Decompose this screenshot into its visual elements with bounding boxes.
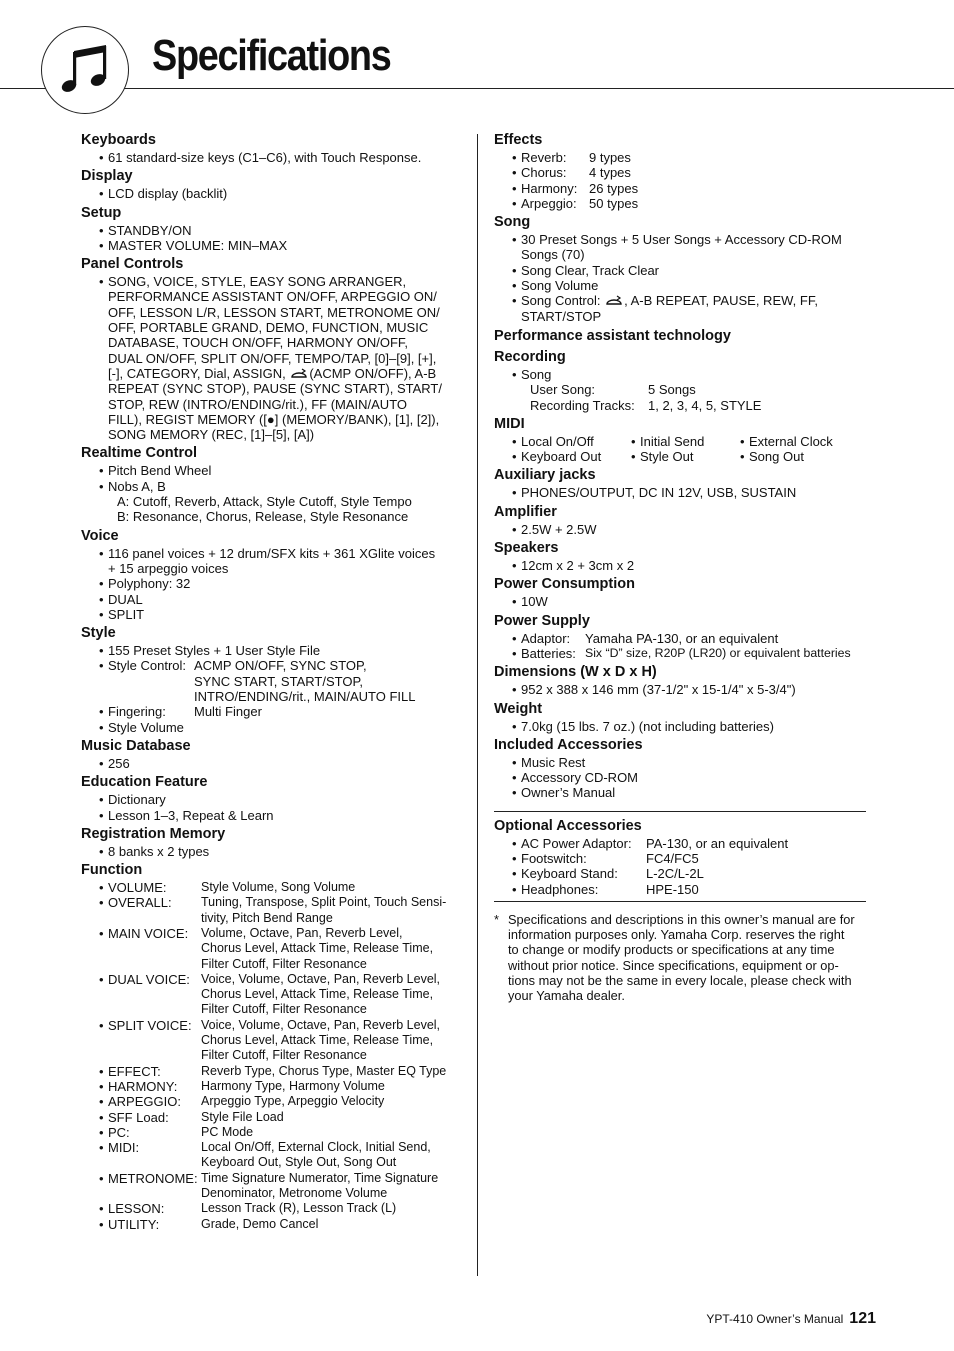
function-value (201, 1018, 461, 1064)
function-key: • MAIN VOICE: (108, 925, 189, 941)
list-item (81, 704, 461, 719)
function-value-line: Harmony Type, Harmony Volume (201, 1078, 385, 1093)
music-note-icon (58, 43, 112, 97)
function-value-line: Chorus Level, Attack Time, Release Time, (201, 1033, 434, 1048)
list-item: • 61 standard-size keys (C1–C6), with Touch Response. (81, 150, 461, 165)
heading-weight: Weight (494, 700, 543, 717)
list-item: • Nobs A, B (81, 479, 461, 494)
midi-row (494, 434, 874, 449)
list-item-cont: FILL), REGIST MEMORY ([●] (MEMORY/BANK), [1], [2]), (108, 411, 440, 427)
list-item (494, 196, 874, 211)
function-list (81, 880, 461, 1232)
function-value-line: Style File Load (201, 1109, 284, 1124)
function-row (81, 1064, 461, 1079)
music-note-logo (41, 26, 129, 114)
list-item: • DUAL (81, 592, 461, 607)
item-key: • Footswitch: (521, 851, 587, 867)
function-value-line: Tuning, Transpose, Split Point, Touch Sensi- (201, 895, 447, 910)
list-item-cont: OFF, PORTABLE GRAND, DEMO, FUNCTION, MUSIC (108, 320, 429, 336)
function-value-line: Reverb Type, Chorus Type, Master EQ Type (201, 1063, 447, 1078)
function-value-line: Voice, Volume, Octave, Pan, Reverb Level, (201, 1017, 441, 1032)
item-key: • Harmony: (521, 180, 578, 196)
heading-function: Function (81, 862, 143, 879)
section-divider (494, 901, 866, 902)
function-value-line: Filter Cutoff, Filter Resonance (201, 1002, 367, 1017)
list-item: • Style Volume (81, 720, 461, 735)
list-item: • Initial Send (631, 434, 740, 449)
right-column (494, 132, 874, 1003)
list-item: • Lesson 1–3, Repeat & Learn (81, 808, 461, 823)
list-item: • 12cm x 2 + 3cm x 2 (494, 558, 874, 573)
heading-song: Song (494, 214, 531, 231)
heading-amplifier: Amplifier (494, 503, 557, 520)
function-value-line: PC Mode (201, 1124, 254, 1139)
function-value (201, 895, 461, 926)
list-item-cont: REPEAT (SYNC STOP), PAUSE (SYNC START), START/ (108, 381, 442, 397)
item-value: 9 types (589, 150, 631, 165)
function-row (81, 1140, 461, 1171)
item-value: ACMP ON/OFF, SYNC STOP, (194, 658, 367, 674)
function-key: • METRONOME: (108, 1170, 198, 1186)
list-item-cont: START/STOP (521, 308, 602, 324)
item-key: • Reverb: (521, 150, 567, 165)
function-key: • ARPEGGIO: (108, 1094, 181, 1110)
list-item: • 8 banks x 2 types (81, 844, 461, 859)
heading-style: Style (81, 625, 116, 642)
list-item: • 256 (81, 756, 461, 771)
function-value (201, 1217, 461, 1232)
sub-item: A: Cutoff, Reverb, Attack, Style Cutoff, Style Tempo (117, 494, 412, 510)
function-value-line: Chorus Level, Attack Time, Release Time, (201, 941, 434, 956)
list-item: • MASTER VOLUME: MIN–MAX (81, 238, 461, 253)
list-item: • Polyphony: 32 (81, 576, 461, 591)
function-value-line: Volume, Octave, Pan, Reverb Level, (201, 925, 403, 940)
list-item-cont: STOP, REW (INTRO/ENDING/rit.), FF (MAIN/AUTO (108, 396, 408, 412)
item-key: • Chorus: (521, 165, 567, 181)
function-value (201, 1079, 461, 1094)
function-row (81, 1125, 461, 1140)
function-value-line: tivity, Pitch Bend Range (201, 910, 333, 925)
function-key: • VOLUME: (108, 880, 167, 896)
function-value (201, 1064, 461, 1079)
list-item-text: [-], CATEGORY, Dial, ASSIGN, (108, 365, 290, 381)
function-row (81, 1094, 461, 1109)
list-item: • Keyboard Out (512, 449, 631, 464)
manual-name: YPT-410 Owner’s Manual (706, 1312, 844, 1326)
heading-music-database: Music Database (81, 737, 191, 754)
column-divider (477, 134, 478, 1276)
list-item: • 30 Preset Songs + 5 User Songs + Accessory CD-ROM (494, 232, 874, 247)
function-row (81, 972, 461, 1018)
sub-item: B: Resonance, Chorus, Release, Style Resonance (117, 509, 409, 525)
midi-row (494, 449, 874, 464)
list-item: • External Clock (740, 434, 859, 449)
accompaniment-loop-icon (289, 368, 309, 379)
function-value (201, 1110, 461, 1125)
function-value-line: Lesson Track (R), Lesson Track (L) (201, 1201, 397, 1216)
heading-realtime-control: Realtime Control (81, 445, 198, 462)
heading-included-accessories: Included Accessories (494, 736, 643, 753)
heading-effects: Effects (494, 132, 543, 148)
function-key: • HARMONY: (108, 1078, 178, 1094)
item-value: HPE-150 (646, 881, 699, 897)
item-key: User Song: (530, 382, 596, 398)
list-item: • STANDBY/ON (81, 223, 461, 238)
function-row (81, 895, 461, 926)
list-item-cont (81, 366, 461, 381)
item-value: 4 types (589, 165, 631, 181)
function-key: • LESSON: (108, 1201, 165, 1217)
list-item-cont: DATABASE, TOUCH ON/OFF, HARMONY ON/OFF, (108, 335, 408, 351)
item-key: • Arpeggio: (521, 195, 577, 211)
item-value: Yamaha PA-130, or an equivalent (585, 630, 779, 646)
function-value-line: Voice, Volume, Octave, Pan, Reverb Level, (201, 971, 441, 986)
item-value: Six “D” size, R20P (LR20) or equivalent batteries (585, 645, 851, 660)
heading-education-feature: Education Feature (81, 774, 208, 791)
list-item: • Dictionary (81, 792, 461, 807)
list-item: • LCD display (backlit) (81, 186, 461, 201)
footnote-line: tions may not be the same in every locale, please check with (508, 972, 852, 988)
heading-registration-memory: Registration Memory (81, 825, 226, 842)
list-item: • Song (494, 367, 874, 382)
list-item: • Song Volume (494, 278, 874, 293)
item-value: 26 types (589, 180, 639, 196)
function-value-line: Local On/Off, External Clock, Initial Send, (201, 1140, 431, 1155)
function-key: • PC: (108, 1124, 130, 1140)
function-value-line: Filter Cutoff, Filter Resonance (201, 1048, 367, 1063)
list-item: • 2.5W + 2.5W (494, 522, 874, 537)
function-key: • OVERALL: (108, 895, 172, 911)
list-item: • PHONES/OUTPUT, DC IN 12V, USB, SUSTAIN (494, 485, 874, 500)
function-row (81, 1018, 461, 1064)
list-item (494, 150, 874, 165)
function-row (81, 926, 461, 972)
heading-auxiliary-jacks: Auxiliary jacks (494, 467, 596, 484)
section-divider (494, 811, 866, 812)
item-key: Recording Tracks: (530, 397, 635, 413)
item-value: Multi Finger (194, 704, 262, 720)
item-key: • Keyboard Stand: (521, 866, 618, 882)
item-value-cont: SYNC START, START/STOP, (194, 673, 364, 689)
item-value: L-2C/L-2L (646, 866, 704, 882)
function-row (81, 1110, 461, 1125)
function-key: • SPLIT VOICE: (108, 1017, 192, 1033)
function-value-line: Grade, Demo Cancel (201, 1216, 319, 1231)
page-footer (706, 1310, 876, 1328)
item-value: PA-130, or an equivalent (646, 835, 789, 851)
function-value-line: Keyboard Out, Style Out, Song Out (201, 1155, 397, 1170)
function-key: • EFFECT: (108, 1063, 161, 1079)
list-item: • Style Out (631, 449, 740, 464)
footnote-line: to change or modify products or specifications at any time (508, 942, 835, 958)
footnote (494, 912, 874, 1003)
list-item: • 155 Preset Styles + 1 User Style File (81, 643, 461, 658)
list-item-cont: DUAL ON/OFF, SPLIT ON/OFF, TEMPO/TAP, [0]–[9], [+], (108, 350, 437, 366)
heading-speakers: Speakers (494, 540, 559, 557)
function-value (201, 1140, 461, 1171)
list-item: • Music Rest (494, 755, 874, 770)
list-item-cont: OFF, LESSON L/R, LESSON START, METRONOME ON/ (108, 304, 440, 320)
list-item: • Song Out (740, 449, 859, 464)
heading-midi: MIDI (494, 415, 525, 432)
function-value-line: Denominator, Metronome Volume (201, 1186, 388, 1201)
function-row (81, 1079, 461, 1094)
function-key: • SFF Load: (108, 1109, 169, 1125)
list-item: • Accessory CD-ROM (494, 770, 874, 785)
footnote-line: your Yamaha dealer. (508, 987, 625, 1003)
heading-power-consumption: Power Consumption (494, 576, 635, 593)
heading-setup: Setup (81, 204, 122, 221)
list-item (494, 165, 874, 180)
list-item: • 952 x 388 x 146 mm (37-1/2" x 15-1/4" x 5-3/4") (494, 682, 874, 697)
list-item: • SONG, VOICE, STYLE, EASY SONG ARRANGER, (81, 274, 461, 289)
function-value (201, 926, 461, 972)
list-item-cont: + 15 arpeggio voices (108, 560, 229, 576)
list-item: • Song Clear, Track Clear (494, 263, 874, 278)
function-row (81, 880, 461, 895)
function-value (201, 972, 461, 1018)
list-item: • SPLIT (81, 607, 461, 622)
heading-keyboards: Keyboards (81, 132, 156, 148)
title-rule (0, 88, 954, 89)
list-item: • Owner’s Manual (494, 785, 874, 800)
function-value (201, 880, 461, 895)
item-value: 50 types (589, 195, 639, 211)
heading-power-supply: Power Supply (494, 612, 590, 629)
function-row (81, 1171, 461, 1202)
item-value: 5 Songs (648, 382, 696, 398)
function-value-line: Style Volume, Song Volume (201, 880, 356, 895)
recording-row (494, 382, 874, 397)
function-key: • DUAL VOICE: (108, 971, 190, 987)
function-value (201, 1201, 461, 1216)
item-key: • Headphones: (521, 881, 599, 897)
function-key: • MIDI: (108, 1140, 140, 1156)
footnote-line: without prior notice. Since specifications, equipment or op- (508, 957, 839, 973)
heading-dimensions: Dimensions (W x D x H) (494, 664, 657, 681)
list-item: • 116 panel voices + 12 drum/SFX kits + 361 XGlite voices (81, 546, 461, 561)
function-value-line: Chorus Level, Attack Time, Release Time, (201, 987, 434, 1002)
function-value (201, 1125, 461, 1140)
list-item (81, 658, 461, 673)
list-item-text: (ACMP ON/OFF), A-B (309, 365, 437, 381)
item-value: FC4/FC5 (646, 851, 699, 867)
list-item-cont: SONG MEMORY (REC, [1]–[5], [A]) (108, 427, 315, 443)
heading-display: Display (81, 168, 133, 185)
function-value (201, 1171, 461, 1202)
item-value-cont: INTRO/ENDING/rit., MAIN/AUTO FILL (194, 689, 416, 705)
heading-optional-accessories: Optional Accessories (494, 817, 642, 834)
heading-voice: Voice (81, 527, 119, 544)
list-item-text: Song Control: (521, 293, 605, 309)
list-item (494, 181, 874, 196)
list-item: • Pitch Bend Wheel (81, 463, 461, 478)
list-item (494, 631, 874, 646)
heading-recording: Recording (494, 348, 566, 365)
item-value: 1, 2, 3, 4, 5, STYLE (648, 397, 762, 413)
list-item (494, 882, 874, 897)
function-row (81, 1217, 461, 1232)
heading-panel-controls: Panel Controls (81, 256, 184, 273)
item-key: • Batteries: (521, 645, 576, 661)
page-number: 121 (849, 1310, 876, 1327)
function-value-line: Arpeggio Type, Arpeggio Velocity (201, 1094, 385, 1109)
list-item (494, 851, 874, 866)
list-item: • 10W (494, 594, 874, 609)
item-key: • AC Power Adaptor: (521, 835, 632, 851)
function-value (201, 1094, 461, 1109)
list-item: • 7.0kg (15 lbs. 7 oz.) (not including batteries) (494, 719, 874, 734)
function-row (81, 1201, 461, 1216)
recording-row (494, 398, 874, 413)
item-key: • Adaptor: (521, 630, 571, 646)
heading-performance-assistant: Performance assistant technology (494, 327, 731, 344)
function-value-line: Filter Cutoff, Filter Resonance (201, 956, 367, 971)
left-column (81, 132, 461, 1234)
footnote-line: * Specifications and descriptions in this owner’s manual are for (508, 911, 855, 927)
list-item (494, 646, 874, 661)
function-value-line: Time Signature Numerator, Time Signature (201, 1170, 439, 1185)
list-item-cont: PERFORMANCE ASSISTANT ON/OFF, ARPEGGIO ON/ (108, 289, 437, 305)
item-key: • Fingering: (108, 704, 166, 720)
list-item (494, 866, 874, 881)
list-item-text: , A-B REPEAT, PAUSE, REW, FF, (624, 293, 818, 309)
list-item: • Local On/Off (512, 434, 631, 449)
list-item (494, 293, 874, 308)
page-title: Specifications (152, 31, 391, 80)
function-key: • UTILITY: (108, 1216, 160, 1232)
item-key: • Style Control: (108, 658, 187, 674)
list-item-cont: Songs (70) (521, 247, 585, 263)
footnote-line: information purposes only. Yamaha Corp. reserves the right (508, 927, 845, 943)
list-item (494, 836, 874, 851)
song-loop-icon (604, 295, 624, 306)
